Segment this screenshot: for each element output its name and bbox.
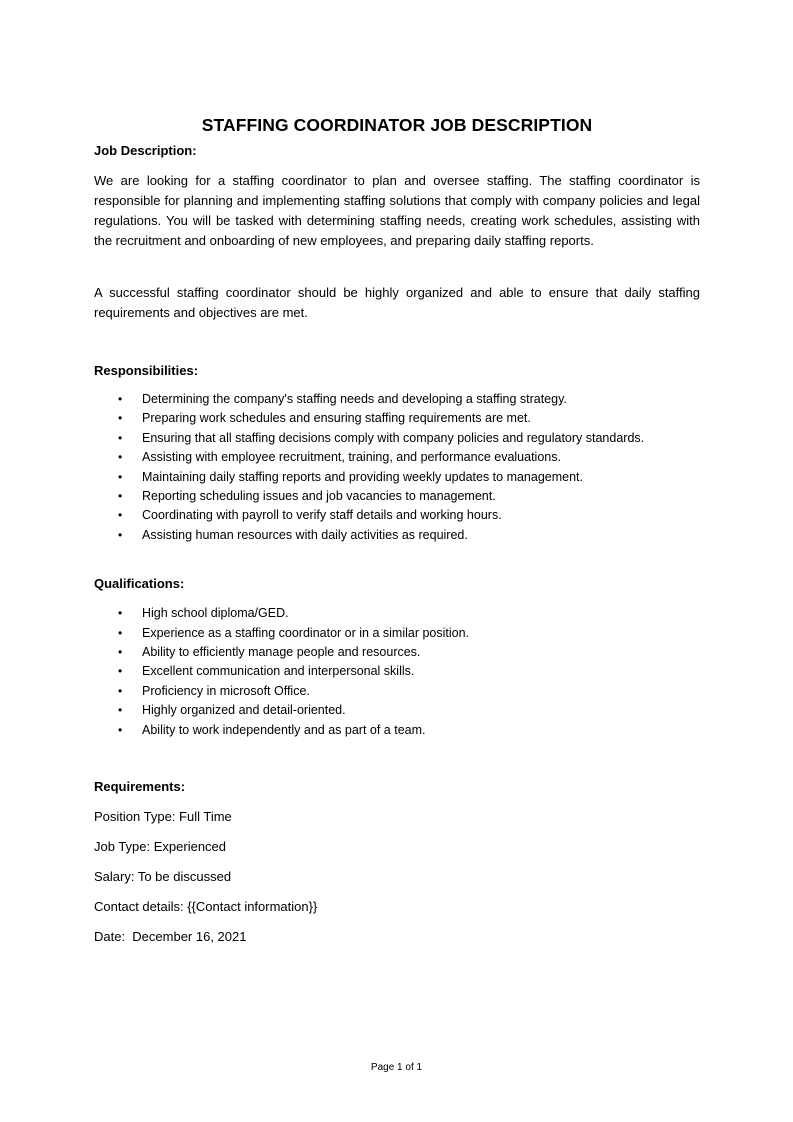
list-item-text: Proficiency in microsoft Office. <box>142 683 310 698</box>
qualifications-heading: Qualifications: <box>94 576 185 592</box>
job-type: Job Type: Experienced <box>94 839 227 855</box>
bullet-icon: • <box>118 683 123 698</box>
page-footer: Page 1 of 1 <box>370 1062 423 1073</box>
list-item <box>94 701 700 720</box>
list-item-text: Maintaining daily staffing reports and providing weekly updates to management. <box>142 469 584 484</box>
bullet-icon: • <box>118 469 123 484</box>
bullet-icon: • <box>118 703 123 718</box>
responsibilities-list <box>94 390 700 545</box>
list-item <box>94 643 700 662</box>
list-item-text: Experience as a staffing coordinator or in a similar position. <box>142 625 470 640</box>
responsibilities-section <box>94 362 700 545</box>
bullet-icon: • <box>118 430 123 445</box>
list-item-text: Ability to efficiently manage people and resources. <box>142 645 421 660</box>
requirements-section <box>94 778 700 945</box>
list-item <box>94 429 700 448</box>
list-item-text: Preparing work schedules and ensuring staffing requirements are met. <box>142 411 531 426</box>
list-item-text: High school diploma/GED. <box>142 606 289 621</box>
list-item <box>94 390 700 409</box>
list-item <box>94 624 700 643</box>
job-description-section <box>94 142 700 323</box>
list-item <box>94 448 700 467</box>
bullet-icon: • <box>118 450 123 465</box>
list-item-text: Determining the company's staffing needs and developing a staffing strategy. <box>142 392 567 406</box>
list-item-text: Ability to work independently and as part of a team. <box>142 722 426 737</box>
list-item <box>94 526 700 545</box>
list-item <box>94 468 700 487</box>
bullet-icon: • <box>118 664 123 679</box>
bullet-icon: • <box>118 489 123 504</box>
list-item-text: Assisting human resources with daily activities as required. <box>142 527 468 542</box>
contact-details: Contact details: {{Contact information}} <box>94 899 318 915</box>
qualifications-list <box>94 604 700 740</box>
list-item-text: Coordinating with payroll to verify staff details and working hours. <box>142 508 502 523</box>
requirements-heading: Requirements: <box>94 779 186 795</box>
document-title: STAFFING COORDINATOR JOB DESCRIPTION <box>201 115 593 135</box>
qualifications-section <box>94 575 700 740</box>
document-date: Date: December 16, 2021 <box>94 929 247 945</box>
responsibilities-heading: Responsibilities: <box>94 363 199 378</box>
position-type: Position Type: Full Time <box>94 809 232 825</box>
list-item-text: Assisting with employee recruitment, training, and performance evaluations. <box>142 450 561 465</box>
document-content <box>94 114 700 945</box>
bullet-icon: • <box>118 508 123 523</box>
job-description-paragraph-1: We are looking for a staffing coordinator to plan and oversee staffing. The staffing coordinator is responsible for planning and implementing staffing solutions that comply with company policies and legal regulations. You will be tasked with determining staffing needs, creating work schedules, assisting with the recruitment and onboarding of new employees, and preparing daily staffing reports. <box>94 173 700 248</box>
list-item <box>94 409 700 428</box>
bullet-icon: • <box>118 645 123 660</box>
job-description-heading: Job Description: <box>94 143 197 158</box>
bullet-icon: • <box>118 625 123 640</box>
list-item-text: Highly organized and detail-oriented. <box>142 703 346 718</box>
list-item <box>94 506 700 525</box>
bullet-icon: • <box>118 411 123 426</box>
list-item <box>94 487 700 506</box>
list-item <box>94 682 700 701</box>
bullet-icon: • <box>118 527 123 542</box>
list-item-text: Excellent communication and interpersonal skills. <box>142 664 415 679</box>
salary: Salary: To be discussed <box>94 869 232 885</box>
list-item <box>94 721 700 740</box>
list-item <box>94 662 700 681</box>
list-item-text: Ensuring that all staffing decisions comply with company policies and regulatory standards. <box>142 430 645 445</box>
job-description-paragraph-2: A successful staffing coordinator should be highly organized and able to ensure that daily staffing requirements and objectives are met. <box>94 285 700 320</box>
bullet-icon: • <box>118 722 123 737</box>
list-item <box>94 604 700 623</box>
list-item-text: Reporting scheduling issues and job vacancies to management. <box>142 489 496 504</box>
bullet-icon: • <box>118 606 123 621</box>
bullet-icon: • <box>118 392 123 406</box>
